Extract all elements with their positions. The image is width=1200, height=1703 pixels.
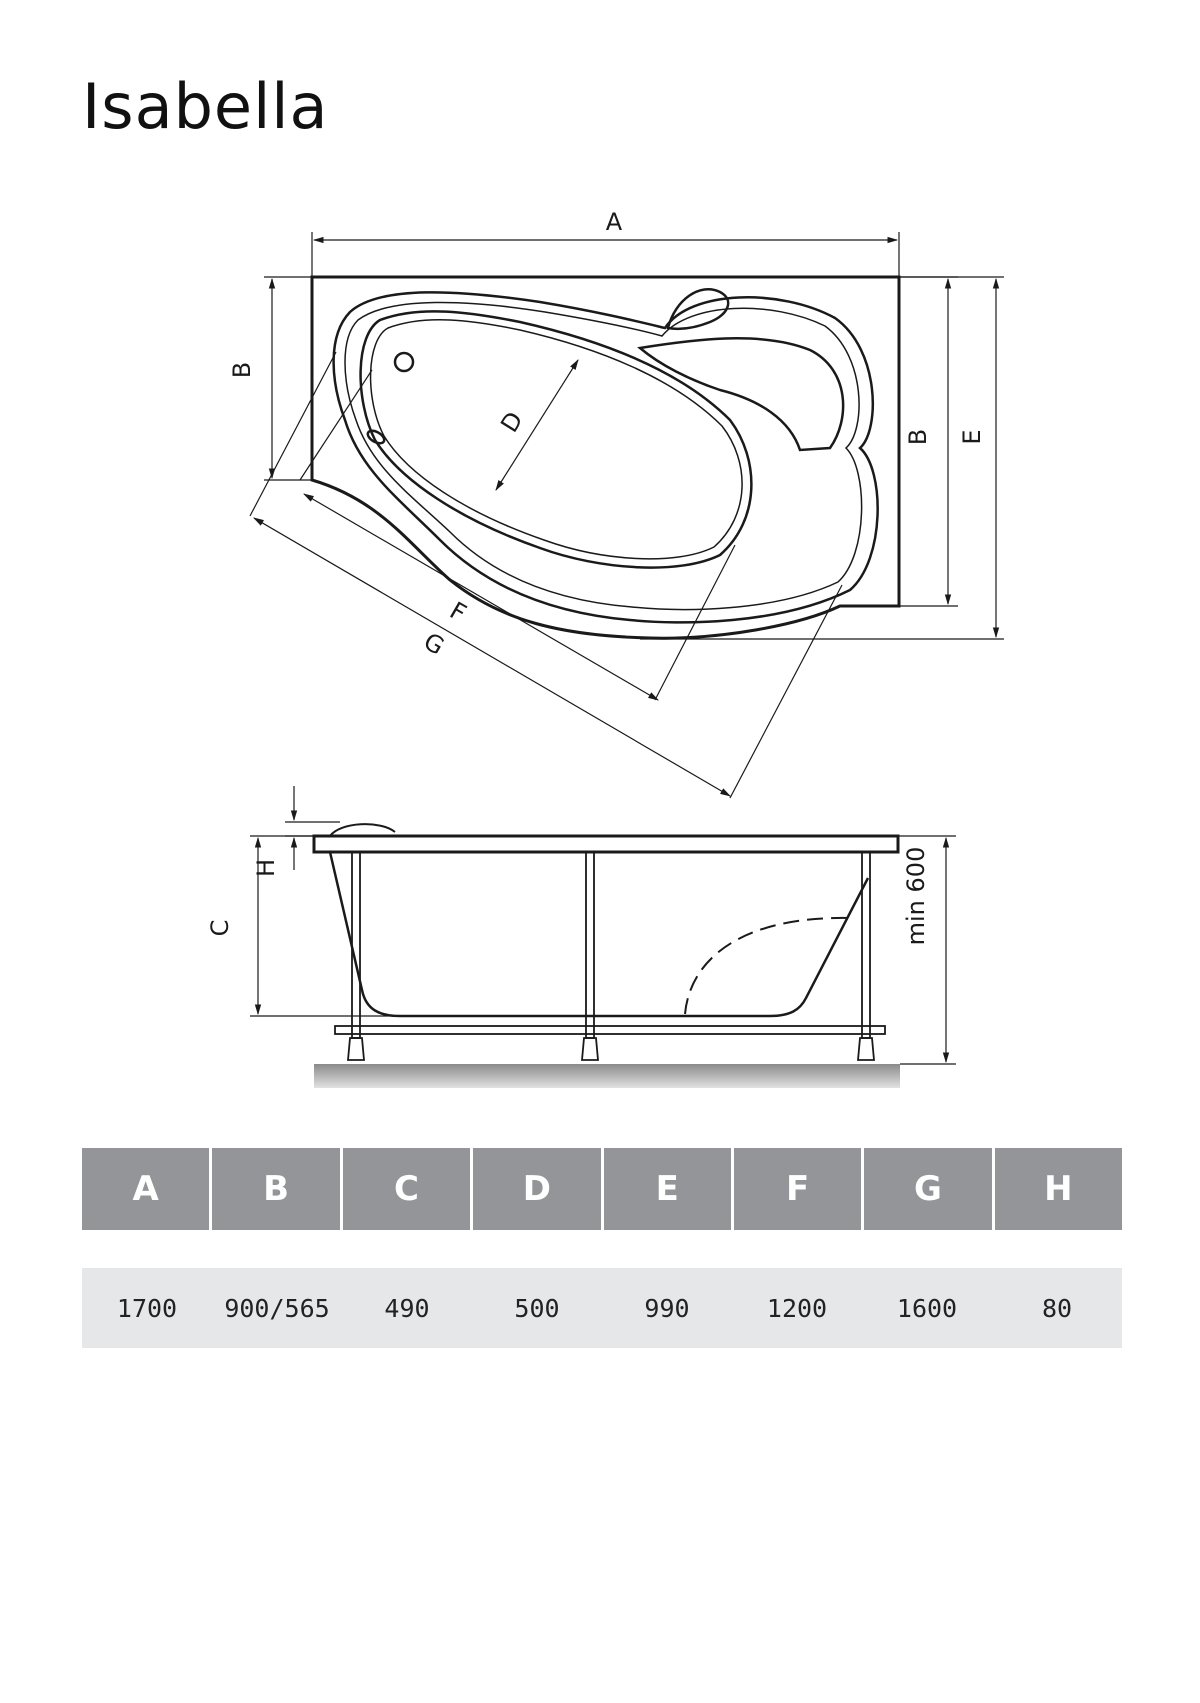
spec-table-header xyxy=(82,1148,1122,1230)
tub-bathing-area xyxy=(361,311,752,567)
label-min-600: min 600 xyxy=(902,846,930,946)
side-view xyxy=(314,824,898,1060)
side-frame-legs xyxy=(348,852,874,1060)
side-frame-base xyxy=(335,1026,885,1034)
side-tub-body xyxy=(330,852,868,1016)
header-E: E xyxy=(604,1148,734,1230)
header-D: D xyxy=(473,1148,603,1230)
label-C: C xyxy=(206,919,234,937)
header-G: G xyxy=(864,1148,994,1230)
label-B-right: B xyxy=(904,428,932,446)
tub-seat xyxy=(640,338,843,450)
value-D: 500 xyxy=(514,1293,560,1323)
value-A: 1700 xyxy=(116,1293,178,1323)
side-rim xyxy=(314,836,898,852)
label-E: E xyxy=(958,429,986,445)
header-B: B xyxy=(212,1148,342,1230)
drain-icon xyxy=(395,353,413,371)
product-title: Isabella xyxy=(82,70,329,143)
value-G: 1600 xyxy=(896,1293,958,1323)
label-A: A xyxy=(605,208,623,236)
value-E: 990 xyxy=(644,1293,690,1323)
side-seat-dashed xyxy=(685,918,850,1014)
top-view xyxy=(312,277,899,638)
header-H: H xyxy=(995,1148,1122,1230)
label-B-left: B xyxy=(228,361,256,379)
label-H: H xyxy=(252,858,280,878)
tub-bathing-area-inner xyxy=(371,320,743,559)
value-B: 900/565 xyxy=(224,1293,330,1323)
value-H: 80 xyxy=(1041,1293,1073,1323)
tub-basin-outline xyxy=(334,292,878,622)
value-F: 1200 xyxy=(766,1293,828,1323)
dim-line-G xyxy=(254,518,730,796)
header-F: F xyxy=(734,1148,864,1230)
spec-table-values xyxy=(82,1268,1122,1348)
value-C: 490 xyxy=(384,1293,430,1323)
label-D: D xyxy=(495,406,529,438)
floor xyxy=(314,1064,900,1088)
side-headrest xyxy=(330,824,395,836)
header-C: C xyxy=(343,1148,473,1230)
label-F: F xyxy=(445,596,471,628)
header-A: A xyxy=(82,1148,212,1230)
overflow-icon xyxy=(366,428,387,446)
side-view-dimensions xyxy=(250,786,956,1064)
label-G: G xyxy=(418,627,450,661)
